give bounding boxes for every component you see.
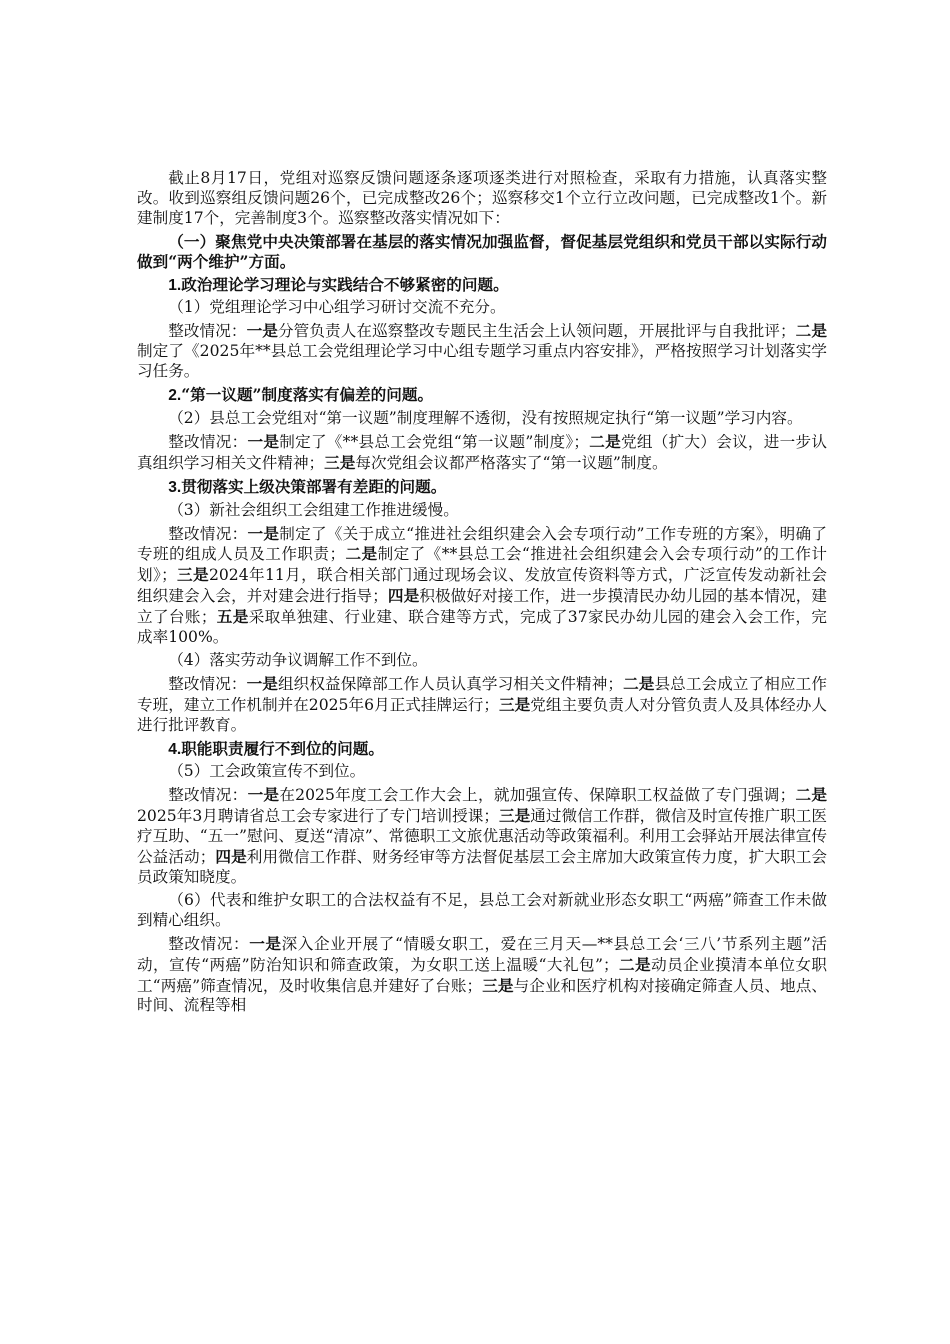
rectification-lead: 整改情况： [168,322,247,341]
rectification-text: 采取单独建、行业建、联合建等方式，完成了37家民办幼儿园的建会入会工作，完成率100%。 [137,608,827,647]
keyword: 三是 [499,806,531,826]
rectification-5 [137,785,827,888]
keyword: 一是 [249,933,282,953]
rectification-6 [137,934,827,1017]
rectification-lead: 整改情况： [168,524,248,543]
rectification-text: 2024年11月，联合相关部门通过现场会议、发放宣传资料等方式，广泛宣传发动新社会组织建会入会，并对建会进行指导； [137,566,827,606]
rectification-text: 与企业和医疗机构对接确定筛查人员、地点、时间、流程等相 [137,976,827,1015]
rectification-4 [137,674,827,736]
keyword: 二是 [618,954,652,974]
keyword: 一是 [247,785,280,805]
issue-heading-text: 职能职责履行不到位的问题。 [181,738,384,758]
problem-item-1: （1）党组理论学习中心组学习研讨交流不充分。 [168,298,506,317]
rectification-text: 深入企业开展了“情暖女职工，爱在三月天—**县总工会‘三八’节系列主题”活动，宣传“两癌”防治知识和筛查政策，为女职工送上温暖“大礼包”； [137,934,827,974]
rectification-text: 制定了《**县总工会“推进社会组织建会入会专项行动”的工作计划》； [137,545,827,585]
section-heading-1: （一）聚焦党中央决策部署在基层的落实情况加强监督，督促基层党组织和党员干部以实际行动做到“两个维护”方面。 [137,231,827,271]
issue-heading-3 [137,477,827,498]
keyword: 一是 [246,321,278,341]
keyword: 三是 [499,694,531,714]
rectification-lead: 整改情况： [168,786,248,805]
issue-heading-1 [137,275,827,296]
rectification-text: 党组主要负责人对分管负责人及具体经办人进行批评教育。 [137,695,827,734]
keyword: 二是 [795,321,827,341]
keyword: 二是 [623,673,655,693]
rectification-text: 党组（扩大）会议，进一步认真组织学习相关文件精神； [137,432,827,472]
keyword: 一是 [247,523,280,543]
issue-heading-text: 贯彻落实上级决策部署有差距的问题。 [181,476,447,496]
keyword: 二是 [345,544,378,564]
rectification-text: 在2025年度工会工作大会上，就加强宣传、保障职工权益做了专门强调； [279,786,796,805]
keyword: 三是 [176,565,209,585]
issue-heading-number: 2. [168,387,182,405]
keyword: 四是 [215,847,247,867]
rectification-text: 制定了《2025年**县总工会党组理论学习中心组专题学习重点内容安排》，严格按照学习计划落实学习任务。 [137,342,827,381]
issue-heading-text: “第一议题”制度落实有偏差的问题。 [181,385,434,405]
keyword: 一是 [246,673,278,693]
problem-item-6: （6）代表和维护女职工的合法权益有不足，县总工会对新就业形态女职工“两癌”筛查工作未做到精心组织。 [137,890,827,929]
rectification-text: 积极做好对接工作，进一步摸清民办幼儿园的基本情况，建立了台账； [137,587,827,627]
issue-heading-2 [137,385,827,406]
issue-heading-text: 政治理论学习理论与实践结合不够紧密的问题。 [181,274,509,294]
keyword: 一是 [247,431,280,451]
problem-item-5: （5）工会政策宣传不到位。 [168,762,366,781]
rectification-text: 县总工会成立了相应工作专班，建立工作机制并在2025年6月正式挂牌运行； [137,674,827,714]
rectification-1 [137,321,827,382]
issue-heading-number: 1. [168,276,182,294]
keyword: 二是 [795,785,827,805]
keyword: 五是 [216,607,249,627]
rectification-text: 利用微信工作群、财务经审等方法督促基层工会主席加大政策宣传力度，扩大职工会员政策知晓度。 [137,848,827,886]
rectification-3 [137,524,827,648]
document-body [137,169,827,1019]
rectification-text: 组织权益保障部工作人员认真学习相关文件精神； [278,674,624,693]
rectification-text: 通过微信工作群，微信及时宣传推广职工医疗互助、“五一”慰问、夏送“清凉”、常德职工文旅优惠活动等政策福利。利用工会驿站开展法律宣传公益活动； [137,807,827,867]
issue-heading-4 [137,739,827,760]
problem-item-3: （3）新社会组织工会组建工作推进缓慢。 [168,500,459,519]
issue-heading-number: 4. [168,740,182,758]
keyword: 二是 [589,431,622,451]
rectification-text: 制定了《关于成立“推进社会组织建会入会专项行动”工作专班的方案》，明确了专班的组成人员及工作职责； [137,524,827,564]
rectification-text: 动员企业摸清本单位女职工“两癌”筛查情况，及时收集信息并建好了台账； [137,955,827,995]
rectification-text: 每次党组会议都严格落实了“第一议题”制度。 [355,453,668,472]
rectification-text: 制定了《**县总工会党组“第一议题”制度》； [279,432,590,451]
keyword: 四是 [387,586,420,606]
rectification-lead: 整改情况： [168,674,247,693]
keyword: 三是 [324,452,356,472]
rectification-2 [137,432,827,474]
problem-item-2: （2）县总工会党组对“第一议题”制度理解不透彻，没有按照规定执行“第一议题”学习内容。 [168,408,803,427]
rectification-lead: 整改情况： [168,934,250,953]
intro-paragraph: 截止8月17日，党组对巡察反馈问题逐条逐项逐类进行对照检查，采取有力措施，认真落实整改。收到巡察组反馈问题26个，已完成整改26个；巡察移交1个立行立改问题，已完成整改1个。新建制度17个，完善制度3个。巡察整改落实情况如下： [137,169,827,227]
issue-heading-number: 3. [168,478,182,496]
rectification-lead: 整改情况： [168,432,248,451]
keyword: 三是 [482,975,514,995]
problem-item-4: （4）落实劳动争议调解工作不到位。 [168,650,428,669]
rectification-text: 2025年3月聘请省总工会专家进行了专门培训授课； [137,807,499,826]
rectification-text: 分管负责人在巡察整改专题民主生活会上认领问题，开展批评与自我批评； [278,322,796,341]
